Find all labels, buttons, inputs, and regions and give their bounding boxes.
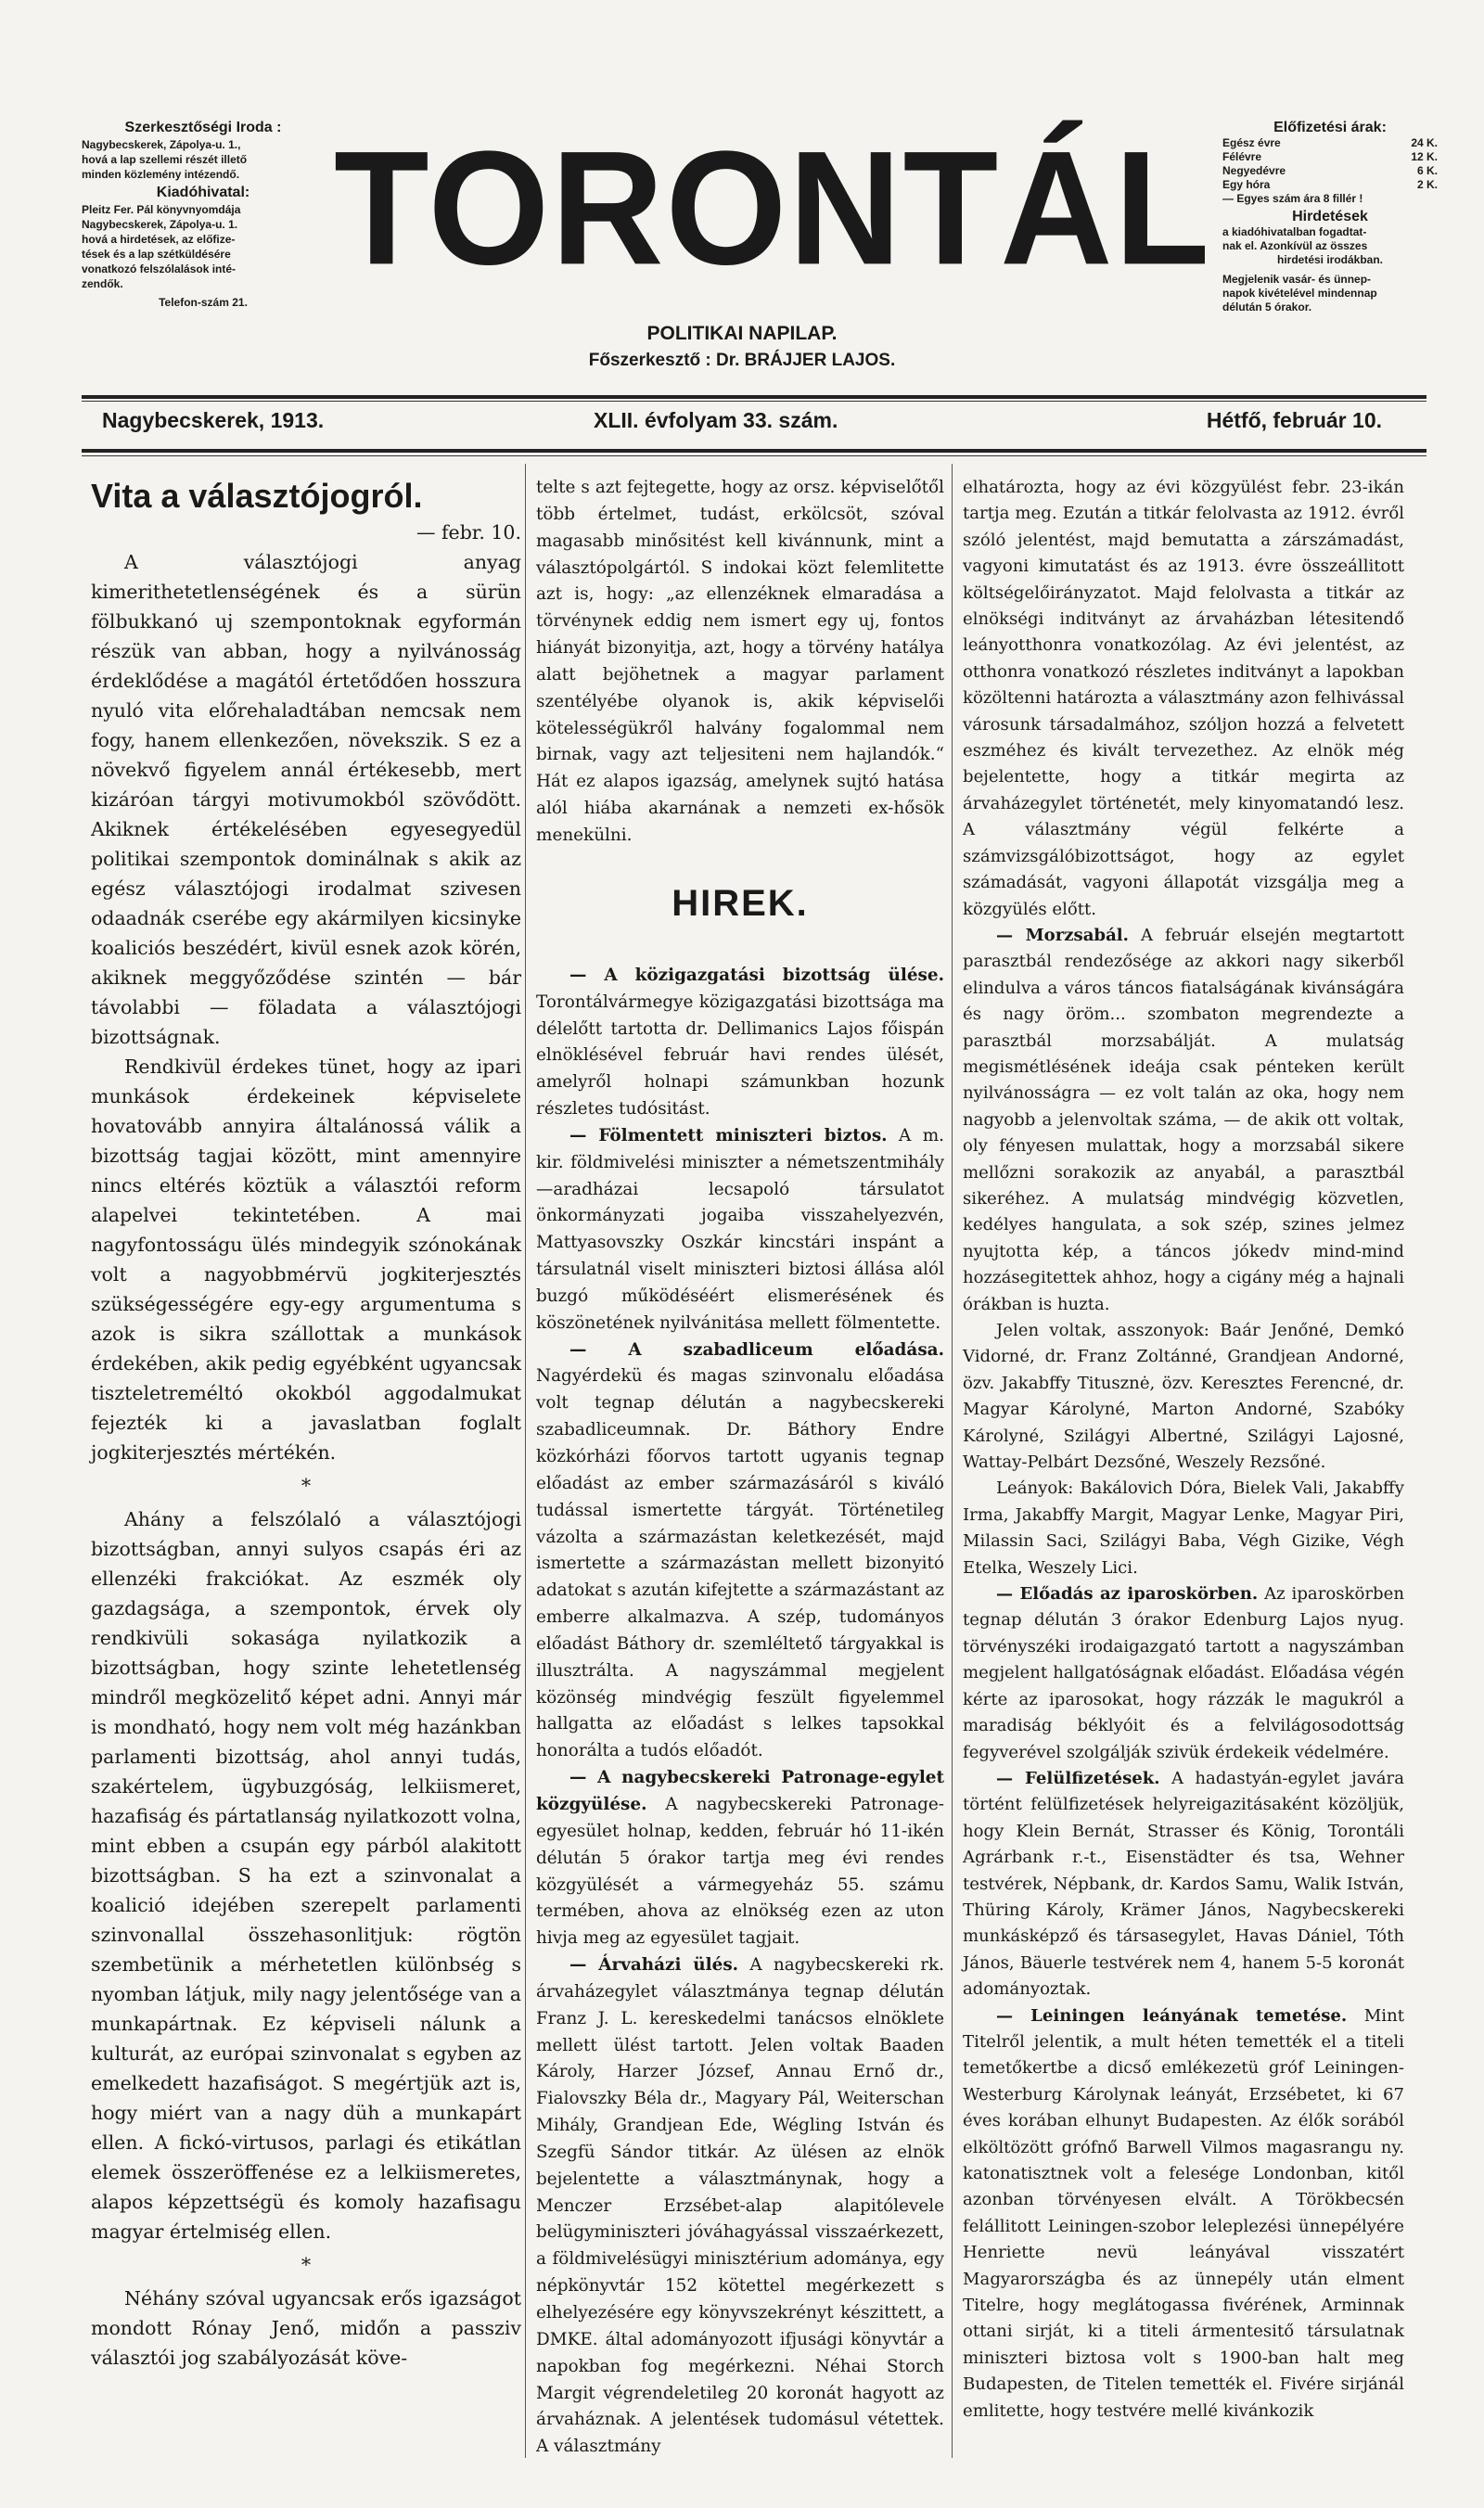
article-paragraph: Rendkivül érdekes tünet, hogy az ipari munkások érdekeinek képviselete hovatovább annyira általánossá válik a bizottság tagjai között, mint amennyire nincs eltérés köztük a választói reform alapelvei tekintetében. A mai nagyfontosságu ülés mindegyik szónokának volt a nagyobbmérvü jogkiterjesztés szükségességére egy-egy argumentuma s azok is sikra szállottak a munkások érdekében, akik pedig egyébként ugyancsak tiszteletreméltó okokból aggodalmukat fejezték ki a javaslatban foglalt jogkiterjesztés mértékén.	[91, 1056, 521, 1464]
news-headline: — Fölmentett miniszteri biztos.	[569, 1125, 888, 1145]
news-body: Torontálvármegye közigazgatási bizottsága ma délelőtt tartotta dr. Dellimanics Lajos főispán elnöklésével február havi rendes ülését, amelyről holnapi számunkban hozunk részletes tudósitást.	[536, 992, 944, 1120]
subscription-heading: Előfizetési árak:	[1273, 120, 1387, 135]
dateline-rule	[82, 449, 1426, 453]
price-value: 12 K.	[1411, 150, 1438, 163]
news-headline: — Előadás az iparoskörben.	[996, 1584, 1259, 1605]
column-divider	[952, 464, 953, 2458]
publisher-heading: Kiadóhivatal:	[156, 185, 250, 200]
article-date: — febr. 10.	[416, 521, 521, 544]
news-item	[536, 1765, 944, 1952]
price-row	[1222, 178, 1438, 192]
article-paragraph: telte s azt fejtegette, hogy az orsz. képviselőtől több értelmet, tudást, erkölcsöt, szóval magasabb minősitést kell kivánnunk, mint a választópolgártól. S indokai közt felemlitette azt is, hogy: „az ellenzéknek elmaradása a törvénynek eddig nem ismert egy uj, fontos hiányát bizonyitja, azt, hogy a törvény hatálya alatt bejöhetnek a magyar parlament szentélyébe olyanok is, akik képviselői kötelességükről halvány fogalommal nem birnak, vagy azt teljesiteni nem hajlandók.“ Hát ez alapos igazság, amelynek sujtó hatása alól hiába akarnának a nemzeti ex-hősök menekülni.	[536, 478, 944, 845]
ads-line: nak el. Azonkívül az összes	[1222, 239, 1368, 252]
news-headline: — A közigazgatási bizottság ülése.	[569, 965, 944, 985]
price-label: Negyedévre	[1222, 164, 1286, 177]
news-item	[536, 1952, 944, 2461]
column-divider	[525, 464, 526, 2458]
news-section-heading: HIREK.	[672, 882, 809, 924]
news-headline: — A szabadliceum előadása.	[569, 1339, 944, 1360]
news-item	[963, 2003, 1404, 2425]
column-2	[536, 475, 944, 2461]
news-body: A m. kir. földmivelési miniszter a németszentmihály—aradházai lecsapoló társulatot önkormányzati jogaiba visszahelyezvén, Mattyasovszky Oszkár kincstári inspánt a társulatnál viselt miniszteri biztosi állása alól buzgó működéséért elismerésének és köszönetének nyilvánitása mellett fölmentette.	[536, 1125, 944, 1333]
ads-heading: Hirdetések	[1292, 209, 1368, 224]
price-label: Egész évre	[1222, 136, 1281, 149]
news-item	[536, 1337, 944, 1766]
article-paragraph: Ahány a felszólaló a választójogi bizottságban, annyi sulyos csapás éri az ellenzéki frakciókat. Az eszmék oly gazdagsága, a szempontok, érvek oly rendkivüli sokasága nyilatkozik a bizottságban, hogy szinte lehetetlenség mindről megközelitő képet adni. Annyi már is mondható, hogy nem volt még hazánkban parlamenti bizottság, ahol annyi tudás, szakértelem, ügybuzgóság, lelkiismeret, hazafiság és pártatlanság nyilatkozott volna, mint ebben a csupán egy párból alakitott bizottságban. S ha ezt a szinvonalat a koalició idejében szerepelt parlamenti szinvonallal összehasonlitjuk: rögtön szembetünik a mérhetetlen különbség s nyomban látjuk, mily nagy jelentősége van a munkapártnak. Ez képviseli nálunk a kulturát, az európai szinvonalat s egyben az emelkedett hazafiságot. S megértjük azt is, hogy miért van a nagy düh a munkapárt ellen. A fickó-virtusos, parlagi és etikátlan elemek összeröffenése ez a lelkiismeretes, alapos képzettségü és komoly hazafisagu magyar értelmiség ellen.	[91, 1508, 521, 2243]
editorial-office-heading: Szerkesztőségi Iroda :	[124, 120, 282, 135]
publisher-line: Nagybecskerek, Zápolya-u. 1.	[82, 218, 238, 231]
column-3	[963, 475, 1404, 2425]
publisher-line: tések és a lap szétküldésére	[82, 248, 231, 261]
article-title: Vita a választójogról.	[91, 477, 423, 515]
news-item	[963, 1581, 1404, 1766]
dateline-rule	[82, 455, 1426, 456]
editorial-address: Nagybecskerek, Zápolya-u. 1.,	[82, 138, 241, 151]
news-body: A nagybecskereki rk. árvaházegylet választmánya tegnap délután Franz J. L. kereskedelmi tanácsos elnöklete mellett ülést tartott. Jelen voltak Baaden Károly, Harzer József, Annau Ernő dr., Fialovszky Béla dr., Magyary Pál, Weiterschan Mihály, Grandjean Ede, Wégling István és Szegfü Sándor titkár. Az ülésen az elnök bejelentette a választmánynak, hogy a Menczer Erzsébet-alap alapitólevele belügyminiszteri jóváhagyással visszaérkezett, a földmivelésügyi minisztérium adománya, egy népkönyvtár 152 kötettel megérkezett s elhelyezésére egy könyvszekrényt készittett, a DMKE. által adományozott ifjusági könyvtár a napokban fog megérkezni. Néhai Storch Margit végrendeletileg 20 koronát hagyott az árvaháznak. A jelentések tudomásul vétettek. A választmány	[536, 1955, 944, 2457]
news-headline: — Felülfizetések.	[996, 1768, 1160, 1788]
article-paragraph: Néhány szóval ugyancsak erős igazságot mondott Rónay Jenő, midőn a passziv választói jog szabályozását köve-	[91, 2287, 521, 2369]
dateline	[102, 408, 1382, 441]
column-1	[91, 475, 521, 2373]
subscription-box	[1222, 117, 1438, 314]
issue-date: Hétfő, február 10.	[1206, 408, 1382, 432]
price-row	[1222, 150, 1438, 164]
news-paragraph: Jelen voltak, asszonyok: Baár Jenőné, Demkó Vidorné, dr. Franz Zoltánné, Grandjean Andorné, özv. Jakabffy Titusznė, özv. Keresztes Ferencné, dr. Magyar Károlyné, Marton Andorné, Szabóky Károlyné, Szilágyi Albertné, Szilágyi Lajosné, Wattay-Pelbárt Dezsőné, Weszely Rezsőné.	[963, 1321, 1404, 1473]
news-item	[963, 1766, 1404, 2003]
news-body: Az iparoskörben tegnap délután 3 órakor Edenburg Lajos nyug. törvényszéki irodaigazgató tartott a nagyszámban megjelent hallgatóságnak előadást. Előadása végén kérte az iparosokat, hogy rázzák le magukról a maradiság béklyóit és a felvilágosodottság fegyverével szolgálják szivük érdekeik védelmére.	[963, 1584, 1404, 1762]
editor-line: Főszerkesztő : Dr. BRÁJJER LAJOS.	[588, 351, 896, 370]
masthead	[334, 115, 1212, 370]
place-year: Nagybecskerek, 1913.	[102, 408, 325, 432]
single-copy-price: — Egyes szám ára 8 fillér !	[1222, 192, 1363, 205]
price-row	[1222, 164, 1438, 178]
volume-issue: XLII. évfolyam 33. szám.	[594, 408, 838, 432]
news-headline: — Árvaházi ülés.	[569, 1955, 739, 1976]
news-paragraph: Leányok: Bakálovich Dóra, Bielek Vali, Jakabffy Irma, Jakabffy Margit, Magyar Lenke, Magyar Piri, Milassin Saci, Szilágyi Baba, Végh Gizike, Végh Etelka, Weszely Lici.	[963, 1478, 1404, 1578]
newspaper-subtitle: POLITIKAI NAPILAP.	[646, 323, 838, 344]
separator-star: *	[301, 2254, 312, 2276]
price-value: 6 K.	[1416, 164, 1438, 177]
news-body: Mint Titelről jelentik, a mult héten temették el a titeli temetőkertbe a dicső emlékezetü gróf Leiningen-Westerburg Károlynak leányát, Erzsébetet, ki 67 éves korában elhunyt Budapesten. Az élők sorából elköltözött grófnő Barwell Vilmos magasrangu ny. katonatisztnek volt a felesége Londonban, kitől azonban törvényesen elvált. A Törökbecsén felállitott Leiningen-szobor leleplezési ünnepélyére Henriette nevü leányával visszatért Magyarországba és az ünnepély után elment Titelre, hogy meglátogassa fivérének, Arminnak ottani sirját, ki a titeli ármentesitő társulatnak miniszteri biztosa volt s 1900-ban halt meg Budapesten, de Titelen temették el. Fivére sirjánál emlitette, hogy testvére mellé kivánkozik	[963, 2005, 1404, 2421]
separator-star: *	[301, 1475, 312, 1497]
editorial-office-box	[82, 117, 325, 310]
ads-line: a kiadóhivatalban fogadtat-	[1222, 225, 1367, 238]
ads-line: hirdetési irodákban.	[1276, 253, 1384, 266]
editorial-line: hová a lap szellemi részét illető	[82, 153, 248, 166]
phone-number: Telefon-szám 21.	[159, 296, 248, 309]
news-headline: — A nagybecskereki Patronage-egylet közgyülése.	[536, 1768, 944, 1814]
publication-notice: Megjelenik vasár- és ünnep-	[1222, 273, 1372, 286]
price-row	[1222, 136, 1438, 150]
publisher-line: zendők.	[82, 277, 123, 290]
article-paragraph: A választójogi anyag kimerithetetlenségének és a sürün fölbukkanó uj szempontoknak egyformán részük van abban, hogy a nyilvánosság érdeklődése a magától értetődően hosszura nyuló vita előrehaladtában nemcsak nem fogy, hanem ellenkezően, növekszik. S ez a növekvő figyelem annál értékesebb, mert kizáróan tárgyi motivumokból szövődött. Akiknek értékelésében egyesegyedül politikai szempontok dominálnak s akik az egész választójogi irodalmat szivesen odaadnák cserébe egy akármilyen kicsinyke koaliciós beszédért, kivül esnek azok körén, akiknek meggyőződése szintén — bár távolabbi — föladata a választójogi bizottságnak.	[91, 551, 521, 1048]
newspaper-title: TORONTÁL	[334, 117, 1212, 299]
publisher-line: hová a hirdetések, az előfize-	[82, 233, 236, 246]
price-label: Félévre	[1222, 150, 1262, 163]
news-body: Nagyérdekü és magas szinvonalu előadása volt tegnap délután a nagybecskereki szabadliceumnak. Dr. Báthory Endre közkórházi főorvos tartott ugyanis tegnap előadást az ember származásáról s kiváló tudással ismertette tárgyát. Történetileg vázolta a származástan keletkezését, majd ismertette a származástan mellett bizonyitó adatokat s azután kifejtette a származástant az emberre alkalmazva. A szép, tudományos előadást Báthory dr. szemléltető tárgyakkal is illusztrálta. A nagyszámmal megjelent közönség mindvégig feszült figyelemmel hallgatta az előadást s lelkes tapsokkal honorálta a tudós előadót.	[536, 1366, 944, 1761]
article-paragraph: elhatározta, hogy az évi közgyülést febr. 23-ikán tartja meg. Ezután a titkár felolvasta az 1912. évről szóló jelentést, majd bemutatta a zárszámadást, vagyoni kimutatást és az 1913. évre összeállitott költségelőirányzatot. Majd felolvasta a titkár az elnökségi inditványt az árvaházban létesitendő leányotthonra vonatkozólag. Az évi jelentést, az otthonra vonatkozó részletes inditványt a lapokban közöltenni határozta a választmány azon felhivással városunk társadalmához, szóljon hozzá a felvetett eszméhez és kivált tervezethez. Az elnök még bejelentette, hogy a titkár megirta az árvaházegylet történetét, mely kinyomatandó lesz. A választmány végül felkérte a számvizsgálóbizottságot, hogy az egylet számadását, vagyoni állapotát vizsgálja meg a közgyülés előtt.	[963, 478, 1404, 919]
publication-notice: délután 5 órakor.	[1222, 301, 1312, 314]
news-item	[536, 1123, 944, 1337]
price-label: Egy hóra	[1222, 178, 1271, 191]
news-body: A nagybecskereki Patronage-egyesület holnap, kedden, február hó 11-ikén délután 5 órakor tartja meg évi rendes közgyülését a vármegyeház 55. számu termében, ahova az elnökség ezen az uton hivja meg az egyesület tagjait.	[536, 1794, 944, 1949]
news-headline: — Leiningen leányának temetése.	[996, 2005, 1348, 2026]
price-value: 2 K.	[1416, 178, 1438, 191]
publisher-line: vonatkozó felszólalások inté-	[82, 262, 237, 275]
news-body: A hadastyán-egylet javára történt felülfizetések helyreigazitásaként közöljük, hogy Klein Bernát, Strasser és König, Torontáli Agrárbank r.-t., Eisenstädter és tsa, Wehner testvérek, Népbank, dr. Kardos Samu, Walik István, Thüring Károly, Krämer János, Nagybecskereki munkásképző és társasegylet, Havas Dániel, Tóth János, Bäuerle testvérek nem 4, hanem 5-5 koronát adományoztak.	[963, 1768, 1404, 2000]
news-body: A február elsején megtartott parasztbál rendezősége az akkori nagy sikerből elindulva a város táncos fiatalságának kivánságára és nagy öröm... szombaton megrendezte a parasztbál morzsabálját. A mulatság megismétlésének ideája csak pénteken került nyilvánosságra — ez volt talán az oka, hogy nem nagyobb a jelenvoltak száma, — de akik ott voltak, oly fényesen mulattak, hogy a morzsabál sikere mellőzni sorakozik az anyabál, a parasztbál sikeréhez. A mulatság mindvégig közvetlen, kedélyes hangulata, a sok szép, szines jelmez nyujtotta kép, a táncos jókedv mind-mind hozzásegitettek ahhoz, hogy a cigány még a hajnali órákban is huzta.	[963, 925, 1404, 1314]
editorial-line: minden közlemény intézendő.	[82, 168, 240, 181]
publication-notice: napok kivételével mindennap	[1222, 287, 1377, 300]
news-item	[536, 963, 944, 1123]
news-item	[963, 923, 1404, 1318]
price-value: 24 K.	[1411, 136, 1438, 149]
header-rule	[82, 395, 1426, 399]
news-headline: — Morzsabál.	[996, 925, 1129, 945]
publisher-line: Pleitz Fer. Pál könyvnyomdája	[82, 203, 241, 216]
header-rule	[82, 401, 1426, 402]
